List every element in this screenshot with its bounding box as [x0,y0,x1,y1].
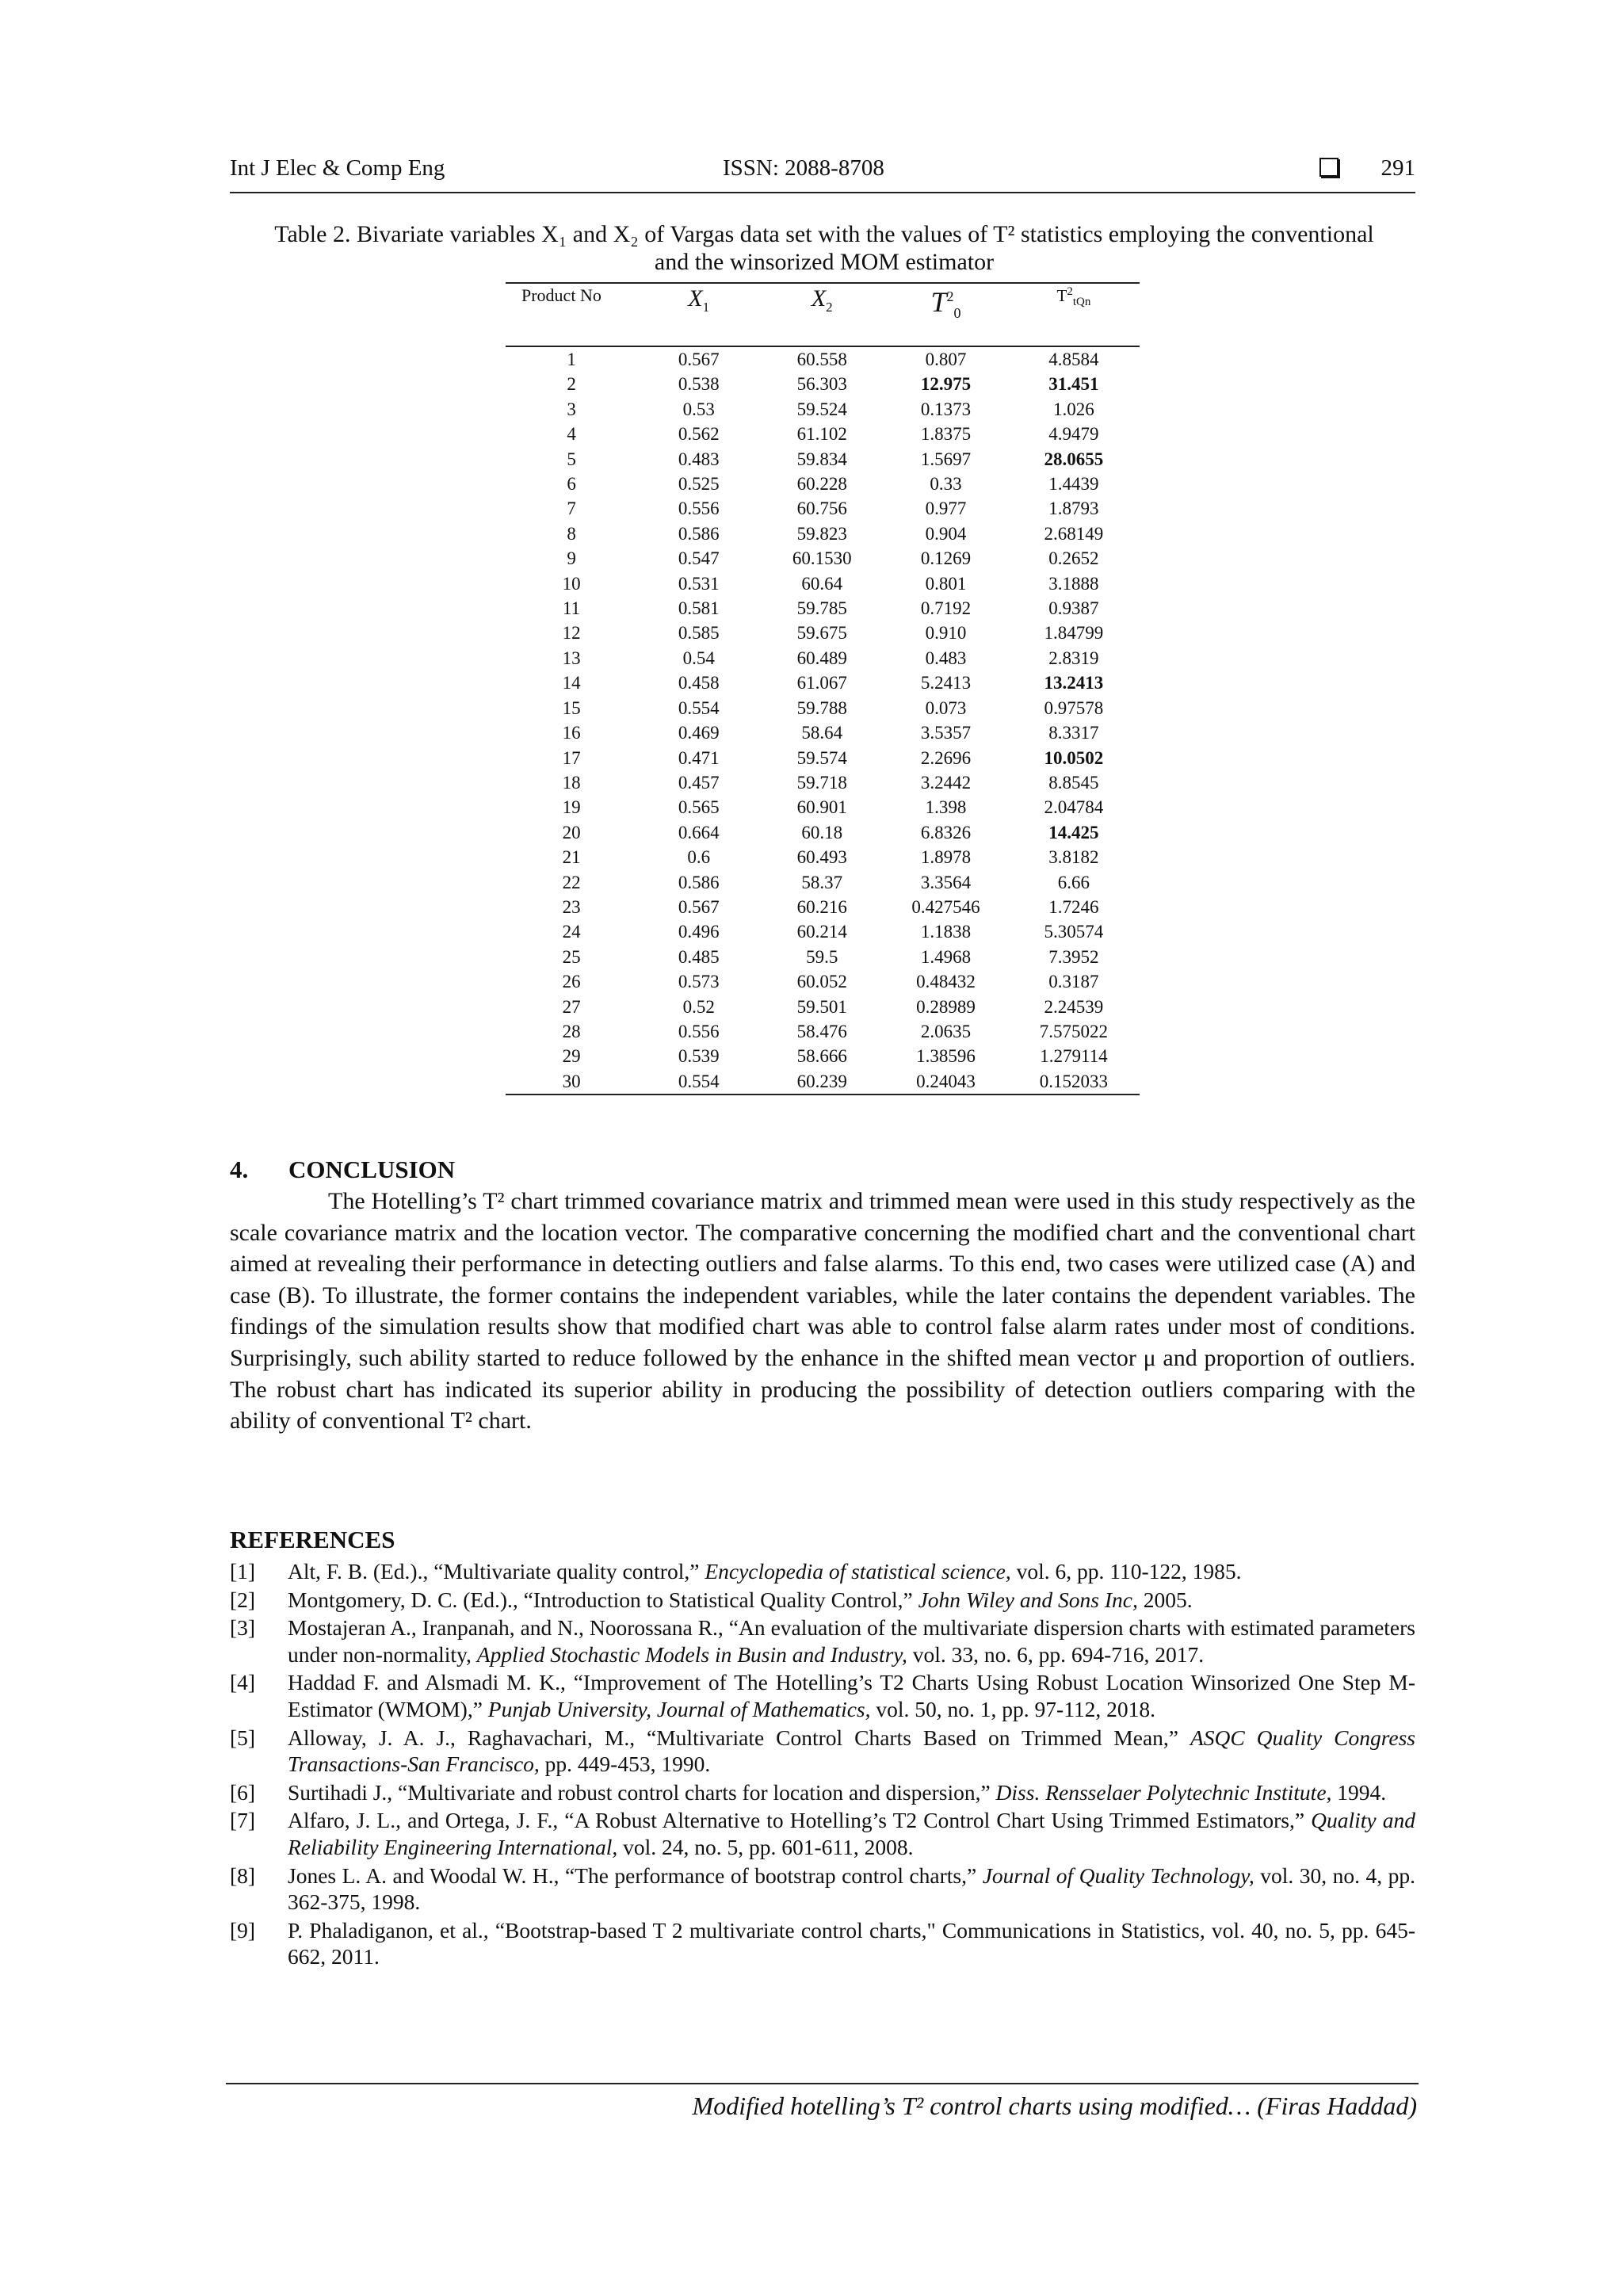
table-cell-x2: 58.64 [801,723,843,743]
reference-item [230,1862,1415,1916]
table-cell-ttqn: 28.0655 [1044,449,1104,469]
running-header [230,155,1415,193]
reference-label: [7] [230,1808,256,1833]
table-cell-x2: 60.493 [796,847,847,868]
table-cell-x1: 0.562 [678,424,720,445]
table-cell-x1: 0.525 [678,474,720,495]
table-row [506,1044,1140,1068]
reference-source: Diss. Rensselaer Polytechnic Institute, [995,1779,1332,1805]
running-footer: Modified hotelling’s T² control charts using modified… (Firas Haddad) [692,2092,1417,2120]
table-cell-ttqn: 4.9479 [1048,424,1099,445]
table-body [506,346,1140,1095]
table-cell-x1: 0.6 [687,847,711,868]
references-list [230,1558,1415,1972]
conclusion-heading [230,1156,455,1184]
table-cell-ttqn: 2.8319 [1048,648,1099,668]
table-cell-no: 13 [562,648,581,668]
journal-name: Int J Elec & Comp Eng [230,155,445,181]
col-ttqn-sup: 2 [1067,285,1073,298]
reference-source: Applied Stochastic Models in Busin and Industry, [476,1641,907,1667]
table-cell-ttqn: 8.3317 [1048,723,1099,743]
table-cell-no: 19 [562,797,581,818]
table-cell-x2: 59.785 [796,598,847,619]
table-cell-x1: 0.567 [678,896,720,917]
table-cell-ttqn: 1.7246 [1048,896,1099,917]
table-row [506,746,1140,770]
reference-text [288,1725,1415,1778]
table-cell-ttqn: 8.8545 [1048,772,1099,793]
table-cell-ttqn: 1.84799 [1044,623,1104,644]
table-cell-ttqn: 2.68149 [1044,523,1104,544]
col-ttqn-sub: tQn [1072,296,1091,309]
reference-text [288,1587,1415,1614]
table-cell-x2: 60.216 [796,896,847,917]
table-cell-x1: 0.53 [682,399,715,419]
table-row [506,1019,1140,1044]
table-cell-no: 10 [562,573,581,594]
table-cell-x1: 0.556 [678,1021,720,1041]
table-cell-no: 9 [567,548,576,569]
references-heading: REFERENCES [230,1526,395,1553]
table-cell-t0: 0.33 [930,474,962,495]
table-cell-x2: 59.823 [796,523,847,544]
reference-details: vol. 24, no. 5, pp. 601-611, 2008. [617,1834,914,1859]
table-cell-t0: 0.1373 [920,399,972,419]
table-row [506,770,1140,795]
table-cell-x2: 60.1530 [792,548,852,569]
reference-details: pp. 449-453, 1990. [539,1752,711,1777]
reference-item [230,1587,1415,1614]
table-cell-x1: 0.586 [678,872,720,892]
table-cell-t0: 0.073 [925,697,967,718]
reference-details: vol. 50, no. 1, pp. 97-112, 2018. [870,1696,1156,1721]
reference-label: [4] [230,1670,256,1695]
col-x2 [760,283,884,346]
table-cell-ttqn: 7.575022 [1039,1021,1109,1041]
col-x2-sub: 2 [826,300,833,315]
reference-text [288,1862,1415,1916]
table-cell-x2: 58.37 [801,872,843,892]
table-cell-t0: 3.2442 [920,772,972,793]
reference-text [288,1779,1415,1806]
reference-source: ASQC Quality Congress Transactions-San Francisco, [288,1725,1415,1777]
table-row [506,995,1140,1019]
table-cell-no: 7 [567,499,576,519]
reference-details: vol. 6, pp. 110-122, 1985. [1010,1559,1242,1584]
table-cell-ttqn: 5.30574 [1044,922,1104,942]
table-cell-x2: 60.18 [801,822,843,842]
col-x1-sub: 1 [702,300,710,315]
table-cell-ttqn: 2.04784 [1044,797,1104,818]
table-cell-x1: 0.554 [637,1069,760,1095]
table-cell-no: 21 [562,847,581,868]
reference-details: 1994. [1331,1779,1387,1805]
col-t0 [884,283,1008,346]
reference-text [288,1917,1415,1970]
table-cell-x2: 61.102 [796,424,847,445]
table-cell-x1: 0.496 [678,922,720,942]
table-cell-x1: 0.565 [678,797,720,818]
table-row [506,895,1140,919]
table-cell-no: 6 [567,474,576,495]
data-table [506,282,1140,1095]
table-cell-x1: 0.539 [678,1046,720,1067]
table-cell-t0: 3.3564 [920,872,972,892]
table-cell-t0: 0.1269 [920,548,972,569]
table-cell-ttqn: 1.279114 [1040,1046,1108,1067]
table-cell-x1: 0.469 [678,723,720,743]
table-cell-ttqn: 7.3952 [1048,946,1099,967]
table-cell-ttqn: 1.026 [1053,399,1094,419]
table-cell-x1: 0.664 [678,822,720,842]
table-cell-t0: 0.24043 [884,1069,1008,1095]
table-cell-t0: 1.398 [925,797,967,818]
table-row [506,571,1140,596]
table-row [506,969,1140,994]
col-x1-symbol: X [688,285,703,311]
table-cell-x2: 59.5 [806,946,838,967]
table-cell-x2: 60.558 [796,350,847,369]
table-cell-t0: 0.904 [925,523,967,544]
reference-body: Alt, F. B. (Ed.)., “Multivariate quality control,” [288,1559,705,1584]
table-cell-t0: 0.7192 [920,598,972,619]
table-cell-no: 23 [562,896,581,917]
reference-source: Punjab University, Journal of Mathematics, [487,1696,871,1721]
table-cell-no: 20 [562,822,581,842]
table-cell-ttqn: 3.1888 [1048,573,1099,594]
table-cell-x2: 59.788 [796,697,847,718]
table-cell-ttqn: 10.0502 [1044,747,1104,768]
table-cell-t0: 1.8978 [920,847,972,868]
table-cell-x1: 0.485 [678,946,720,967]
table-cell-no: 2 [567,374,576,395]
table-cell-no: 3 [567,399,576,419]
table-cell-x1: 0.54 [682,648,715,668]
table-cell-x1: 0.471 [678,747,720,768]
reference-source: Journal of Quality Technology, [982,1862,1254,1888]
reference-item [230,1779,1415,1806]
table-cell-x1: 0.457 [678,772,720,793]
table-cell-x1: 0.547 [678,548,720,569]
table-cell-x2: 60.64 [801,573,843,594]
col-ttqn-symbol: T [1056,286,1067,305]
reference-body: Jones L. A. and Woodal W. H., “The performance of bootstrap control charts,” [288,1862,983,1888]
issn: ISSN: 2088-8708 [723,155,884,181]
col-product-no: Product No [506,283,637,346]
table-cell-t0: 1.1838 [920,922,972,942]
table-cell-t0: 1.38596 [916,1046,976,1067]
reference-item [230,1614,1415,1668]
table-cell-x2: 58.666 [796,1046,847,1067]
table-cell-ttqn: 6.66 [1057,872,1090,892]
table-cell-x2: 59.574 [796,747,847,768]
table-cell-ttqn: 1.8793 [1048,499,1099,519]
table-cell-ttqn: 0.97578 [1044,697,1104,718]
table-cell-no: 22 [562,872,581,892]
col-t0-symbol: T [930,286,947,318]
table-cell-t0: 6.8326 [920,822,972,842]
table-cell-x1: 0.458 [678,673,720,693]
table-cell-ttqn: 2.24539 [1044,996,1104,1017]
reference-details: vol. 30, no. 4, pp. 362-375, 1998. [288,1862,1416,1915]
table-cell-x2: 60.489 [796,648,847,668]
reference-body: Haddad F. and Alsmadi M. K., “Improvement of The Hotelling’s T2 Charts Using Robust Location Winsorized One Step M-Estimator (WMOM),” [288,1670,1415,1721]
reference-label: [8] [230,1862,256,1888]
table-caption: Table 2. Bivariate variables X₁ and X₂ of Vargas data set with the values of T² statistics employing the conventional and the winsorized MOM estimator [274,221,1374,275]
reference-label: [6] [230,1779,256,1805]
table-cell-x1: 0.581 [678,598,720,619]
reference-details: vol. 33, no. 6, pp. 694-716, 2017. [907,1641,1205,1667]
table-row [506,696,1140,720]
table-row [506,795,1140,819]
table-cell-x2: 58.476 [796,1021,847,1041]
reference-label: [2] [230,1587,256,1612]
box-icon [1319,158,1338,177]
reference-source: Encyclopedia of statistical science, [705,1559,1011,1584]
table-row [506,1069,1140,1095]
page-number: 291 [1381,155,1415,181]
reference-body: Surtihadi J., “Multivariate and robust control charts for location and dispersion,” [288,1779,996,1805]
table-cell-ttqn: 0.3187 [1048,972,1099,992]
table-cell-x1: 0.483 [678,449,720,469]
table-cell-no: 30 [506,1069,637,1095]
col-x1 [637,283,760,346]
reference-item [230,1558,1415,1585]
table-cell-t0: 0.910 [925,623,967,644]
col-t0-sub: 0 [953,305,961,322]
table-cell-x2: 56.303 [796,374,847,395]
table-row [506,546,1140,571]
table-row [506,621,1140,645]
table-row [506,870,1140,895]
reference-source: John Wiley and Sons Inc, [918,1587,1138,1612]
table-cell-no: 1 [567,350,576,369]
table-cell-ttqn: 4.8584 [1048,350,1099,369]
table-cell-x1: 0.573 [678,972,720,992]
table-row [506,845,1140,869]
table-cell-x2: 59.675 [796,623,847,644]
table-cell-x2: 60.756 [796,499,847,519]
reference-details: 2005. [1137,1587,1193,1612]
table-cell-no: 8 [567,523,576,544]
reference-label: [5] [230,1725,256,1750]
table-cell-x2: 59.834 [796,449,847,469]
table-cell-no: 5 [567,449,576,469]
table-row [506,945,1140,969]
conclusion-text: The Hotelling’s T² chart trimmed covariance matrix and trimmed mean were used in this study respectively as the scale covariance matrix and the location vector. The comparative concerning the modified chart and the conventional chart aimed at revealing their performance in detecting outliers and false alarms. To this end, two cases were utilized case (A) and case (B). To illustrate, the former contains the independent variables, while the later contains the dependent variables. The findings of the simulation results show that modified chart was able to control false alarm rates under most of conditions. Surprisingly, such ability started to reduce followed by the enhance in the shifted mean vector μ and proportion of outliers. The robust chart has indicated its superior ability in producing the possibility of detection outliers comparing with the ability of conventional T² chart. [230,1188,1415,1435]
table-row [506,596,1140,621]
table-cell-no: 17 [562,747,581,768]
table-row [506,422,1140,446]
reference-item [230,1725,1415,1778]
table-cell-no: 27 [562,996,581,1017]
table-row [506,397,1140,422]
table-header-row [506,283,1140,346]
reference-source: Quality and Reliability Engineering International, [288,1808,1415,1859]
table-cell-x1: 0.556 [678,499,720,519]
table-cell-x2: 61.067 [796,673,847,693]
table-cell-no: 11 [563,598,581,619]
table-cell-t0: 0.48432 [916,972,976,992]
table-cell-no: 18 [562,772,581,793]
table-row [506,670,1140,695]
table-cell-t0: 0.801 [925,573,967,594]
col-t0-sup: 2 [946,288,954,304]
table-cell-t0: 0.28989 [916,996,976,1017]
table-row [506,346,1140,372]
table-cell-t0: 0.977 [925,499,967,519]
table-cell-x1: 0.52 [682,996,715,1017]
table-cell-ttqn: 14.425 [1048,822,1099,842]
table-cell-no: 24 [562,922,581,942]
table-cell-no: 25 [562,946,581,967]
table-cell-x1: 0.567 [678,350,720,369]
table-cell-ttqn: 0.9387 [1048,598,1099,619]
table-cell-no: 28 [562,1021,581,1041]
table-cell-no: 12 [562,623,581,644]
section-number: 4. [230,1156,249,1183]
table-row [506,472,1140,496]
col-x2-symbol: X [811,285,827,311]
table-cell-x2: 60.901 [796,797,847,818]
reference-item [230,1669,1415,1722]
table-cell-ttqn: 1.4439 [1048,474,1099,495]
table-cell-x2: 60.228 [796,474,847,495]
table-cell-no: 26 [562,972,581,992]
reference-text [288,1669,1415,1722]
table-row [506,447,1140,472]
table-cell-t0: 2.0635 [920,1021,972,1041]
reference-body: Alfaro, J. L., and Ortega, J. F., “A Robust Alternative to Hotelling’s T2 Control Chart Using Trimmed Estimators,” [288,1808,1312,1833]
table-row [506,919,1140,944]
table-cell-x2: 59.501 [796,996,847,1017]
table-cell-no: 4 [567,424,576,445]
reference-label: [9] [230,1917,256,1943]
table-row [506,720,1140,745]
reference-text [288,1807,1415,1860]
table-cell-x2: 60.214 [796,922,847,942]
table-cell-t0: 1.5697 [920,449,972,469]
table-cell-ttqn: 0.152033 [1008,1069,1140,1095]
table-row [506,820,1140,845]
reference-body: Montgomery, D. C. (Ed.)., “Introduction to Statistical Quality Control,” [288,1587,918,1612]
table-cell-t0: 3.5357 [920,723,972,743]
reference-text [288,1558,1415,1585]
table-cell-ttqn: 0.2652 [1048,548,1099,569]
reference-label: [1] [230,1559,256,1584]
conclusion-paragraph [230,1186,1415,1437]
reference-body: Mostajeran A., Iranpanah, and N., Noorossana R., “An evaluation of the multivariate dispersion charts with estimated parameters under non-normality, [288,1615,1415,1667]
table-cell-no: 15 [562,697,581,718]
table-cell-t0: 1.4968 [920,946,972,967]
table-row [506,646,1140,670]
table-cell-t0: 2.2696 [920,747,972,768]
footer-rule [226,2083,1419,2084]
table-row [506,521,1140,546]
table-cell-x2: 59.718 [796,772,847,793]
table-cell-t0: 0.807 [925,350,967,369]
reference-text [288,1614,1415,1668]
table-cell-t0: 5.2413 [920,673,972,693]
table-cell-x1: 0.538 [678,374,720,395]
table-cell-x2: 59.524 [796,399,847,419]
reference-item [230,1917,1415,1970]
table-cell-t0: 0.427546 [911,896,980,917]
table-row [506,496,1140,521]
table-cell-x2: 60.052 [796,972,847,992]
table-cell-x1: 0.586 [678,523,720,544]
table-cell-ttqn: 31.451 [1048,374,1099,395]
table-cell-no: 29 [562,1046,581,1067]
reference-item [230,1807,1415,1860]
table-row [506,372,1140,396]
reference-body: P. Phaladiganon, et al., “Bootstrap-based T 2 multivariate control charts," Communications in Statistics, vol. 40, no. 5, pp. 645-662, 2011. [288,1917,1415,1969]
table-cell-ttqn: 3.8182 [1048,847,1099,868]
table-cell-x1: 0.585 [678,623,720,644]
table-cell-x2: 60.239 [760,1069,884,1095]
table-cell-x1: 0.554 [678,697,720,718]
table-cell-no: 16 [562,723,581,743]
section-title: CONCLUSION [288,1156,456,1183]
table-cell-t0: 12.975 [920,374,972,395]
table-cell-no: 14 [562,673,581,693]
col-ttqn [1008,283,1140,346]
reference-label: [3] [230,1615,256,1641]
page-number-group [1319,155,1416,181]
table-cell-t0: 1.8375 [920,424,972,445]
table-cell-x1: 0.531 [678,573,720,594]
table-cell-ttqn: 13.2413 [1044,673,1104,693]
reference-body: Alloway, J. A. J., Raghavachari, M., “Multivariate Control Charts Based on Trimmed Mean,” [288,1725,1190,1750]
table-cell-t0: 0.483 [925,648,967,668]
